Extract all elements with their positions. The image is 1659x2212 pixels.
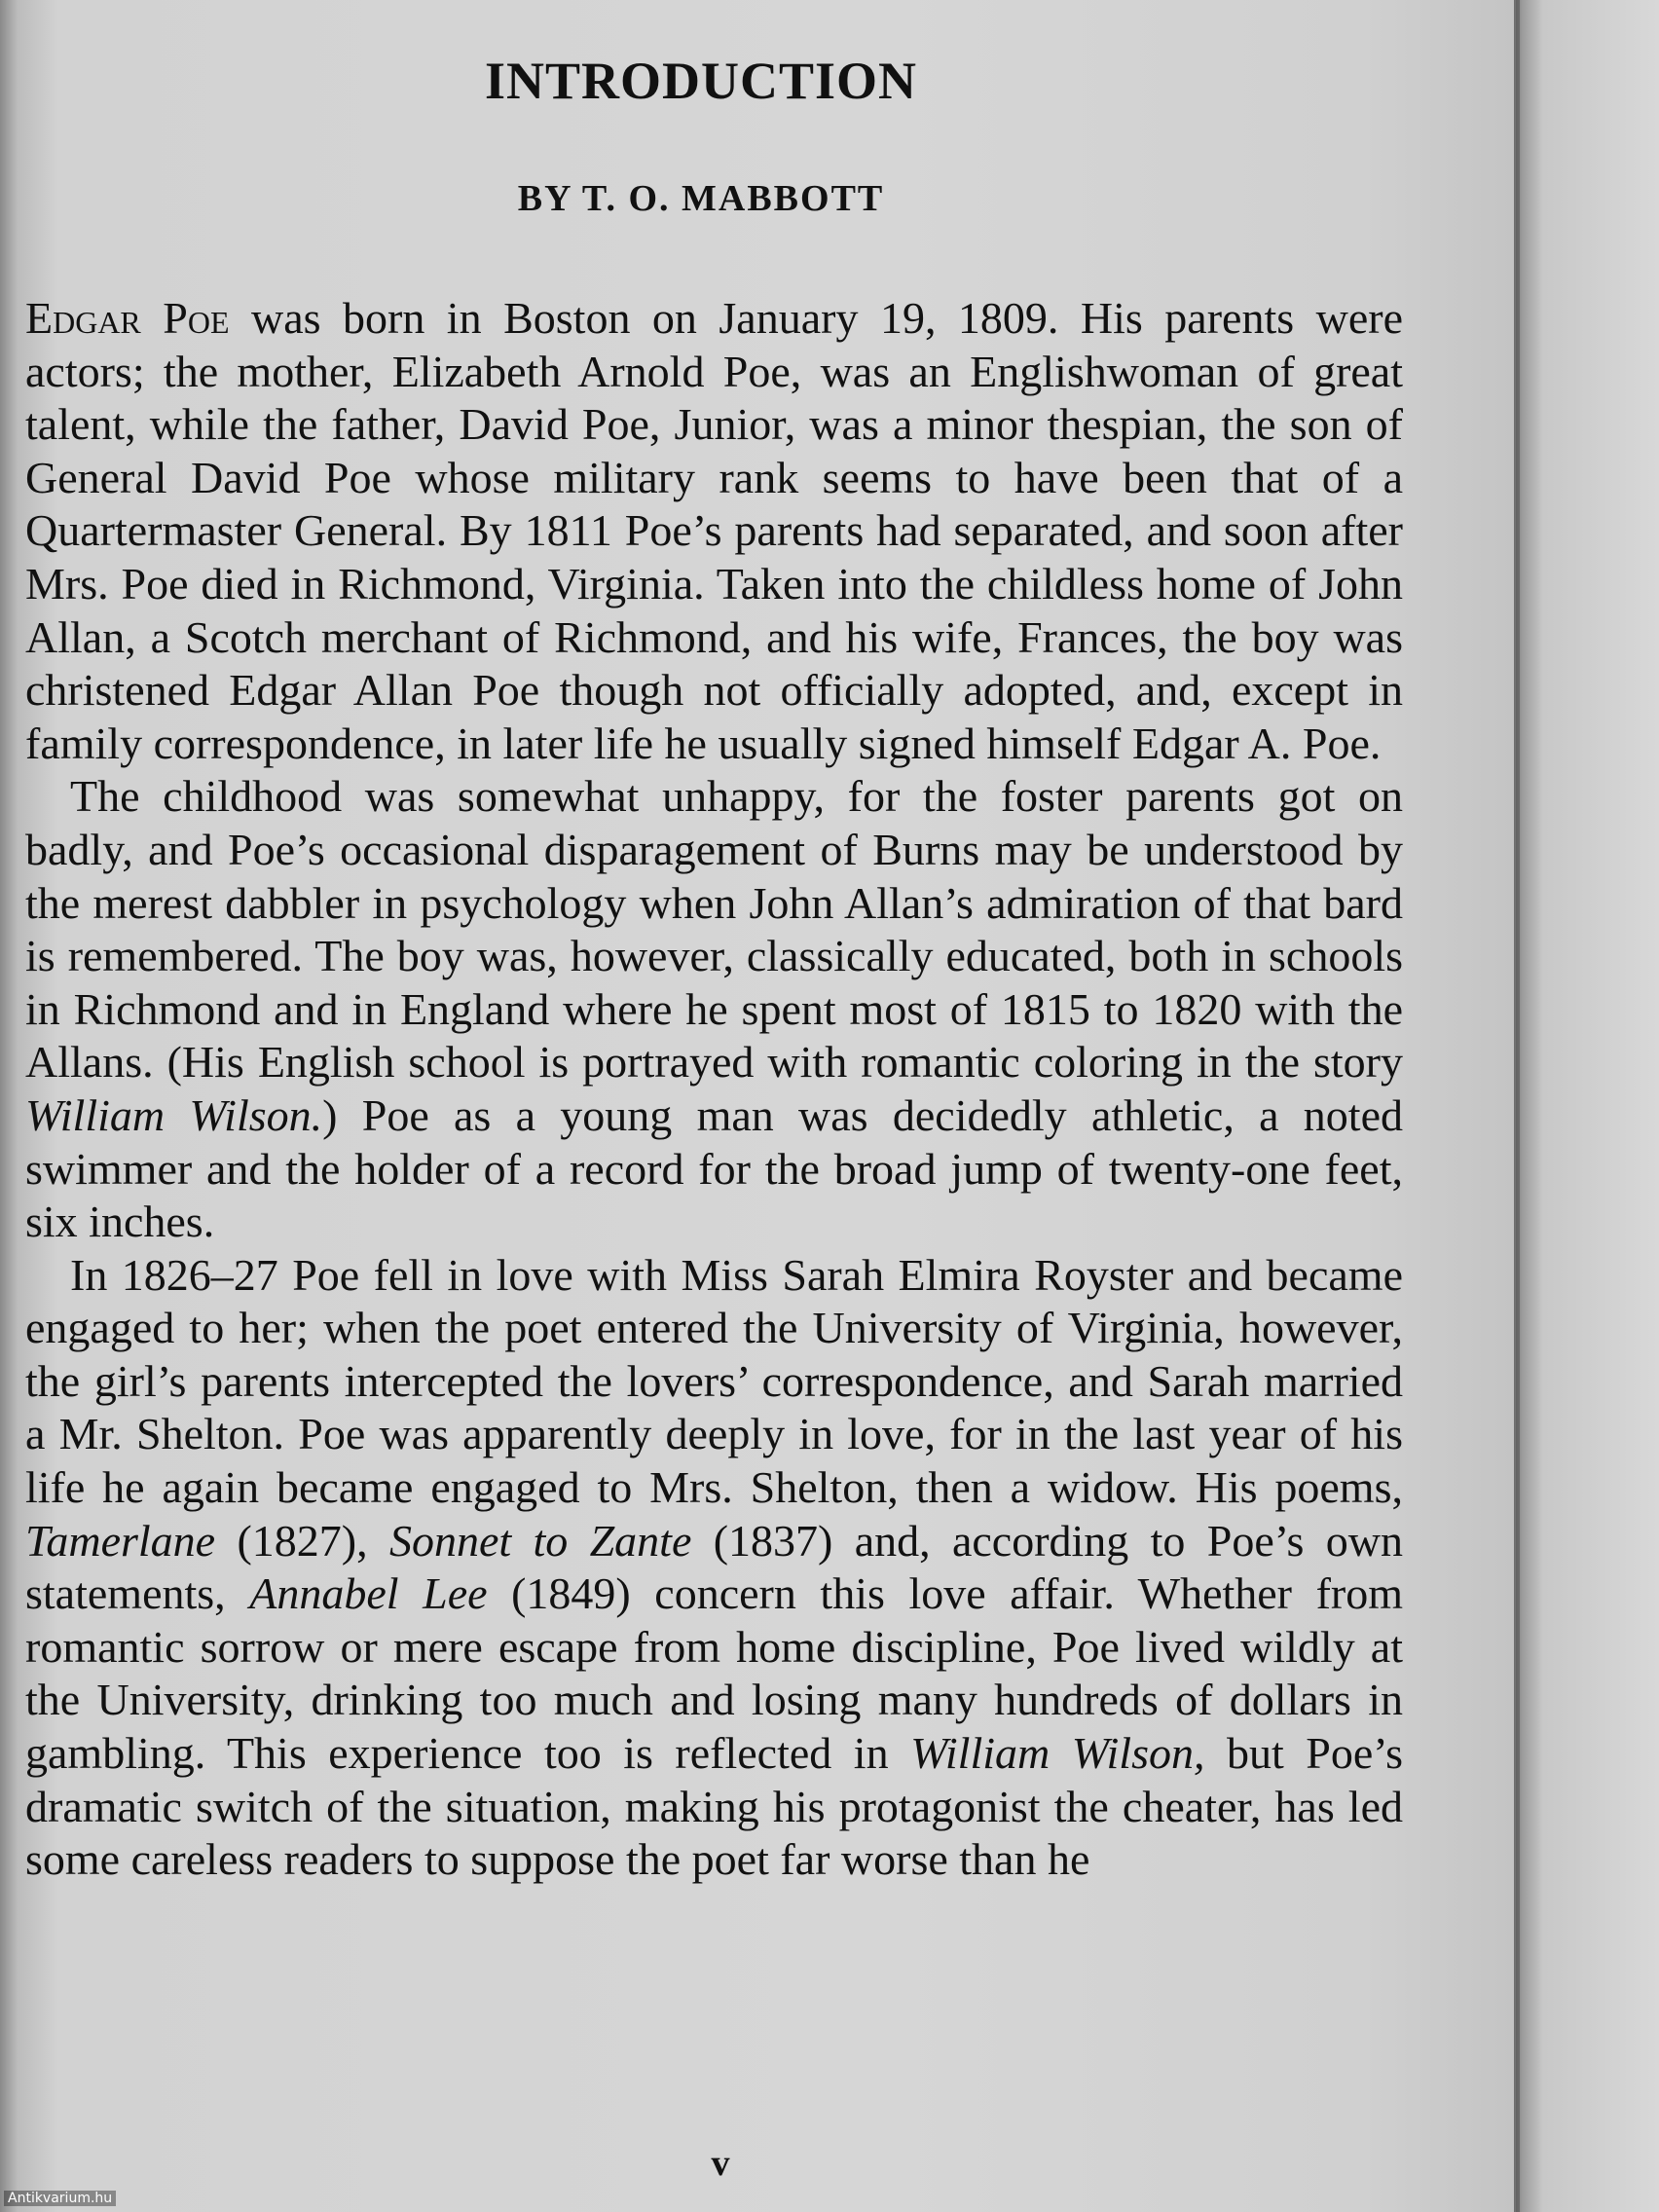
paragraph-text: (1837) and, according to Poe’s own statements, [25,1515,1403,1619]
paragraph-lead-small-caps: Edgar Poe [25,293,230,343]
paragraph-text: (1827), [215,1515,389,1566]
watermark: Antikvarium.hu [4,2191,116,2206]
page-edge-divider [1516,0,1520,2212]
paragraph-text: (1849) concern this love affair. Whether from romantic sorrow or mere escape from home discipline, Poe lived wildly at the University, drinking too much and losing many hundreds of dollars in gambling. This experience too is reflected in [25,1568,1403,1779]
paragraph-text: was born in Boston on January 19, 1809. His parents were actors; the mother, Elizabeth Arnold Poe, was an Englishwoman of great talent, while the father, David Poe, Junior, was a minor thespian, the son of General David Poe whose military rank seems to have been that of a Quartermaster General. By 1811 Poe’s parents had separated, and soon after Mrs. Poe died in Richmond, Virginia. Taken into the childless home of John Allan, a Scotch merchant of Richmond, and his wife, Frances, the boy was christened Edgar Allan Poe though not officially adopted, and, except in family correspondence, in later life he usually signed himself Edgar A. Poe. [25,293,1403,768]
page-gutter [1514,0,1659,2212]
paragraph-2 [25,770,1403,1248]
paragraph-text: The childhood was somewhat unhappy, for the foster parents got on badly, and Poe’s occasional disparagement of Burns may be understood by the merest dabbler in psychology when John Allan’s admiration of that bard is remembered. The boy was, however, classically educated, both in schools in Richmond and in England where he spent most of 1815 to 1820 with the Allans. (His English school is portrayed with romantic coloring in the story [25,771,1403,1088]
paragraph-1 [25,292,1403,770]
page-title: INTRODUCTION [484,52,918,110]
paragraph-text: In 1826–27 Poe fell in love with Miss Sarah Elmira Royster and became engaged to her; when the poet entered the University of Virginia, however, the girl’s parents intercepted the lovers’ correspondence, and Sarah married a Mr. Shelton. Poe was apparently deeply in love, for in the last year of his life he again became engaged to Mrs. Shelton, then a widow. His poems, [25,1249,1403,1513]
body-text [25,292,1403,1887]
author-byline: BY T. O. MABBOTT [517,178,885,219]
italic-title: Annabel Lee [249,1568,488,1619]
page-number: v [711,2143,730,2184]
italic-title: William Wilson. [25,1089,323,1140]
paragraph-text: but Poe’s dramatic switch of the situation, making his protagonist the cheater, has led some careless readers to suppose the poet far worse than he [25,1728,1403,1885]
italic-title: William Wilson, [910,1728,1205,1779]
paragraph-3 [25,1249,1403,1887]
italic-title: Sonnet to Zante [388,1515,692,1566]
paragraph-text: ) Poe as a young man was decidedly athletic, a noted swimmer and the holder of a record for the broad jump of twenty-one feet, six inches. [25,1089,1403,1247]
italic-title: Tamerlane [25,1515,216,1566]
